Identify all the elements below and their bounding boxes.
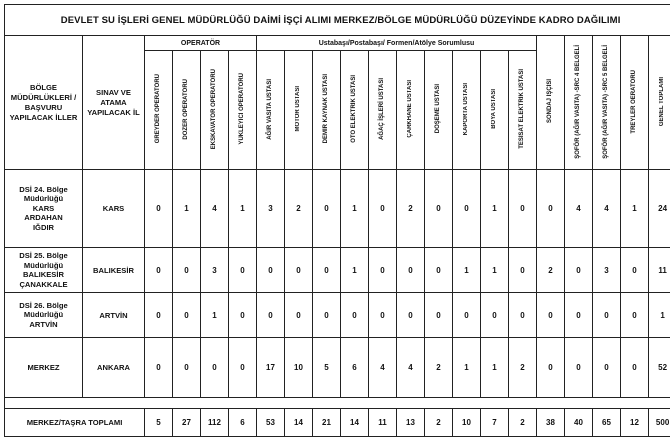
value-cell: 0 [369,293,397,338]
value-cell: 4 [565,170,593,248]
exam-city-cell: ANKARA [83,338,145,398]
value-cell: 0 [313,248,341,293]
value-cell: 0 [621,338,649,398]
total-value-cell: 38 [537,409,565,437]
total-value-cell: 40 [565,409,593,437]
value-cell: 3 [257,170,285,248]
region-line: Müdürlüğü [23,194,64,204]
total-value-cell: 2 [425,409,453,437]
value-cell: 52 [649,338,670,398]
column-header: ŞOFÖR (AĞIR VASITA) -SRC 5 BELGELİ [593,36,621,170]
value-cell: 1 [481,248,509,293]
column-header: KAPORTA USTASI [453,51,481,170]
value-cell: 0 [145,170,173,248]
region-line: BALIKESİR [23,270,64,280]
table-row [5,338,670,398]
kadro-table [4,4,670,437]
exam-city-cell: ARTVİN [83,293,145,338]
value-cell: 2 [285,170,313,248]
region-line: Müdürlüğü [23,310,64,320]
table-row [5,293,670,338]
total-value-cell: 6 [229,409,257,437]
region-header: BÖLGE MÜDÜRLÜKLERİ / BAŞVURU YAPILACAK İLLER [5,36,83,170]
value-cell: 0 [537,170,565,248]
column-header: TESİSAT ELEKTRİK USTASI [509,51,537,170]
total-value-cell: 53 [257,409,285,437]
column-header: MOTOR USTASI [285,51,313,170]
value-cell: 4 [369,338,397,398]
value-cell: 0 [565,248,593,293]
column-header: AĞIR VASITA USTASI [257,51,285,170]
column-header: EKSKAVATÖR OPERATÖRÜ [201,51,229,170]
value-cell: 1 [649,293,670,338]
usta-group-header: Ustabaşı/Postabaşı/ Formen/Atölye Sorumlusu [257,36,537,51]
column-header: OTO ELEKTRİK USTASI [341,51,369,170]
value-cell: 0 [229,293,257,338]
value-cell: 0 [229,338,257,398]
total-value-cell: 21 [313,409,341,437]
region-line: Müdürlüğü [23,260,64,270]
value-cell: 0 [565,293,593,338]
value-cell: 5 [313,338,341,398]
total-label: MERKEZ/TAŞRA TOPLAMI [5,409,145,437]
table-row [5,170,670,248]
value-cell: 0 [257,248,285,293]
value-cell: 0 [173,338,201,398]
value-cell: 4 [397,338,425,398]
region-line: DSİ 26. Bölge [19,300,68,310]
value-cell: 0 [509,170,537,248]
exam-city-cell: KARS [83,170,145,248]
exam-city-header: SINAV VE ATAMA YAPILACAK İL [83,36,145,170]
total-value-cell: 12 [621,409,649,437]
value-cell: 0 [229,248,257,293]
value-cell: 1 [173,170,201,248]
column-header: ŞOFÖR (AĞIR VASITA) -SRC 4 BELGELİ [565,36,593,170]
value-cell: 1 [621,170,649,248]
value-cell: 17 [257,338,285,398]
region-line: KARS [32,203,55,213]
value-cell: 10 [285,338,313,398]
column-header: GREYDER OPERATÖRÜ [145,51,173,170]
value-cell: 1 [229,170,257,248]
spacer-cell [5,398,670,409]
total-value-cell: 10 [453,409,481,437]
total-value-cell: 500 [649,409,670,437]
total-value-cell: 65 [593,409,621,437]
operator-group-header: OPERATÖR [145,36,257,51]
value-cell: 0 [145,293,173,338]
value-cell: 3 [593,248,621,293]
column-header: YÜKLEYİCİ OPERATÖRÜ [229,51,257,170]
value-cell: 3 [201,248,229,293]
value-cell: 0 [397,293,425,338]
value-cell: 0 [145,338,173,398]
value-cell: 2 [397,170,425,248]
value-cell: 1 [341,248,369,293]
total-value-cell: 2 [509,409,537,437]
column-header: SONDAJ İŞÇİSİ [537,36,565,170]
value-cell: 0 [453,170,481,248]
value-cell: 0 [565,338,593,398]
value-cell: 0 [285,293,313,338]
value-cell: 1 [481,170,509,248]
value-cell: 0 [173,293,201,338]
value-cell: 0 [285,248,313,293]
value-cell: 0 [481,293,509,338]
column-header: AĞAÇ İŞLERİ USTASI [369,51,397,170]
total-value-cell: 14 [341,409,369,437]
value-cell: 2 [537,248,565,293]
value-cell: 2 [509,338,537,398]
value-cell: 0 [397,248,425,293]
region-cell [5,338,83,398]
table-row [5,248,670,293]
total-value-cell: 112 [201,409,229,437]
value-cell: 0 [201,338,229,398]
column-header: TREYLER OERATÖRÜ [621,36,649,170]
value-cell: 0 [425,248,453,293]
value-cell: 0 [313,170,341,248]
value-cell: 2 [425,338,453,398]
value-cell: 0 [313,293,341,338]
value-cell: 24 [649,170,670,248]
total-value-cell: 7 [481,409,509,437]
value-cell: 1 [453,338,481,398]
value-cell: 1 [201,293,229,338]
region-line: DSİ 24. Bölge [19,184,68,194]
value-cell: 1 [341,170,369,248]
total-value-cell: 13 [397,409,425,437]
value-cell: 11 [649,248,670,293]
column-header: BOYA USTASI [481,51,509,170]
value-cell: 0 [537,338,565,398]
spacer-row [5,398,670,409]
value-cell: 6 [341,338,369,398]
value-cell: 4 [593,170,621,248]
value-cell: 0 [509,293,537,338]
value-cell: 0 [369,248,397,293]
value-cell: 0 [173,248,201,293]
total-value-cell: 11 [369,409,397,437]
total-row [5,409,670,437]
column-header: DOZER OPERATÖRÜ [173,51,201,170]
region-line: IĞDIR [32,222,55,232]
value-cell: 0 [509,248,537,293]
column-header: GENEL TOPLAMI [649,36,670,170]
value-cell: 0 [425,170,453,248]
value-cell: 0 [537,293,565,338]
region-line: DSİ 25. Bölge [19,251,68,261]
region-line: ARDAHAN [24,213,63,223]
value-cell: 0 [453,293,481,338]
column-header: DEMİR KAYNAK USTASI [313,51,341,170]
total-value-cell: 5 [145,409,173,437]
value-cell: 1 [481,338,509,398]
region-line: ÇANAKKALE [19,279,68,289]
value-cell: 0 [425,293,453,338]
exam-city-cell: BALIKESİR [83,248,145,293]
region-cell [5,293,83,338]
total-value-cell: 27 [173,409,201,437]
value-cell: 0 [369,170,397,248]
table-title: DEVLET SU İŞLERİ GENEL MÜDÜRLÜĞÜ DAİMİ İŞÇİ ALIMI MERKEZ/BÖLGE MÜDÜRLÜĞÜ DÜZEYİNDE KADRO DAĞILIMI [5,5,670,36]
value-cell: 0 [145,248,173,293]
region-cell [5,170,83,248]
value-cell: 4 [201,170,229,248]
value-cell: 0 [593,293,621,338]
value-cell: 0 [593,338,621,398]
value-cell: 0 [621,248,649,293]
value-cell: 1 [453,248,481,293]
column-header: ÇARKHANE USTASI [397,51,425,170]
value-cell: 0 [257,293,285,338]
region-line: ARTVİN [29,319,58,329]
region-cell [5,248,83,293]
total-value-cell: 14 [285,409,313,437]
column-header: DÖŞEME USTASI [425,51,453,170]
region-line: MERKEZ [27,362,60,372]
value-cell: 0 [341,293,369,338]
value-cell: 0 [621,293,649,338]
